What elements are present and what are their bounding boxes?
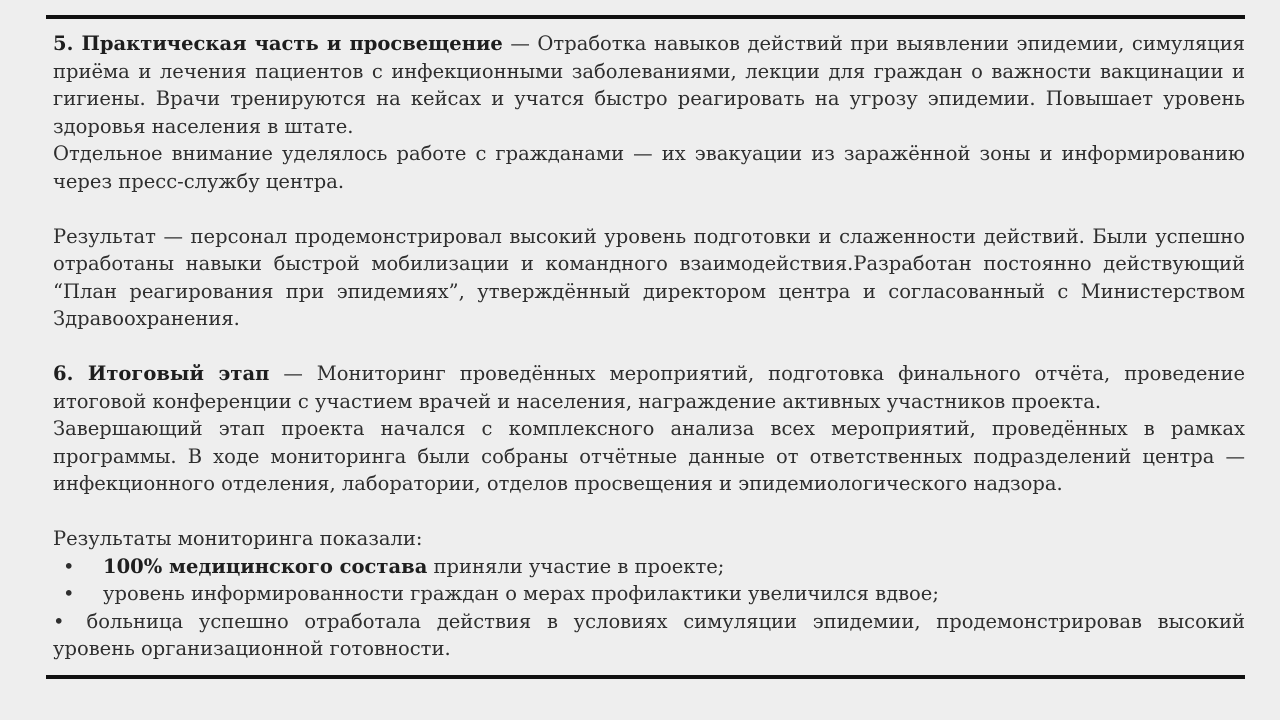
spacer xyxy=(53,195,1245,223)
bullet-icon: • xyxy=(63,582,75,605)
section5-heading: 5. Практическая часть и просвещение xyxy=(53,32,503,55)
monitoring-title: Результаты мониторинга показали: xyxy=(53,527,423,550)
list-item xyxy=(53,580,1245,608)
document-body xyxy=(53,30,1245,663)
list-item xyxy=(53,608,1245,663)
section5-attention: Отдельное внимание уделялось работе с гражданами — их эвакуации из заражённой зоны и информированию через пресс-службу центра. xyxy=(53,142,1245,193)
top-divider xyxy=(46,15,1245,19)
bottom-divider xyxy=(46,675,1245,679)
list-item xyxy=(53,553,1245,581)
list-item-bold: 100% медицинского состава xyxy=(103,554,428,578)
section5-result: Результат — персонал продемонстрировал высокий уровень подготовки и слаженности действий. Были успешно отработаны навыки быстрой мобилизации и командного взаимодействия.Разработан постоянно действующий “План реагирования при эпидемиях”, утверждённый директором центра и согласованный с Министерством Здравоохранения. xyxy=(53,224,1245,330)
spacer xyxy=(53,498,1245,526)
list-item-text: больница успешно отработала действия в условиях симуляции эпидемии, продемонстрировав высокий уровень организационной готовности. xyxy=(53,609,1245,660)
bullet-icon: • xyxy=(53,609,65,633)
section6-intro: — Мониторинг проведённых мероприятий, подготовка финального отчёта, проведение итоговой конференции с участием врачей и населения, награждение активных участников проекта. xyxy=(53,362,1246,413)
section5-intro: — Отработка навыков действий при выявлении эпидемии, симуляция приёма и лечения пациентов с инфекционными заболеваниями, лекции для граждан о важности вакцинации и гигиены. Врачи тренируются на кейсах и учатся быстро реагировать на угрозу эпидемии. Повышает уровень здоровья населения в штате. xyxy=(53,32,1245,138)
list-item-rest: приняли участие в проекте; xyxy=(427,554,725,578)
section5-paragraph xyxy=(53,30,1245,140)
spacer xyxy=(53,333,1245,361)
bullet-icon: • xyxy=(63,554,75,578)
section6-final-stage: Завершающий этап проекта начался с комплексного анализа всех мероприятий, проведённых в рамках программы. В ходе мониторинга были собраны отчётные данные от ответственных подразделений центра — инфекционного отделения, лаборатории, отделов просвещения и эпидемиологического надзора. xyxy=(53,417,1245,495)
list-item-text: уровень информированности граждан о мерах профилактики увеличился вдвое; xyxy=(103,582,939,605)
list-item-text xyxy=(103,553,724,581)
section6-paragraph xyxy=(53,360,1245,415)
section6-heading: 6. Итоговый этап xyxy=(53,362,270,385)
